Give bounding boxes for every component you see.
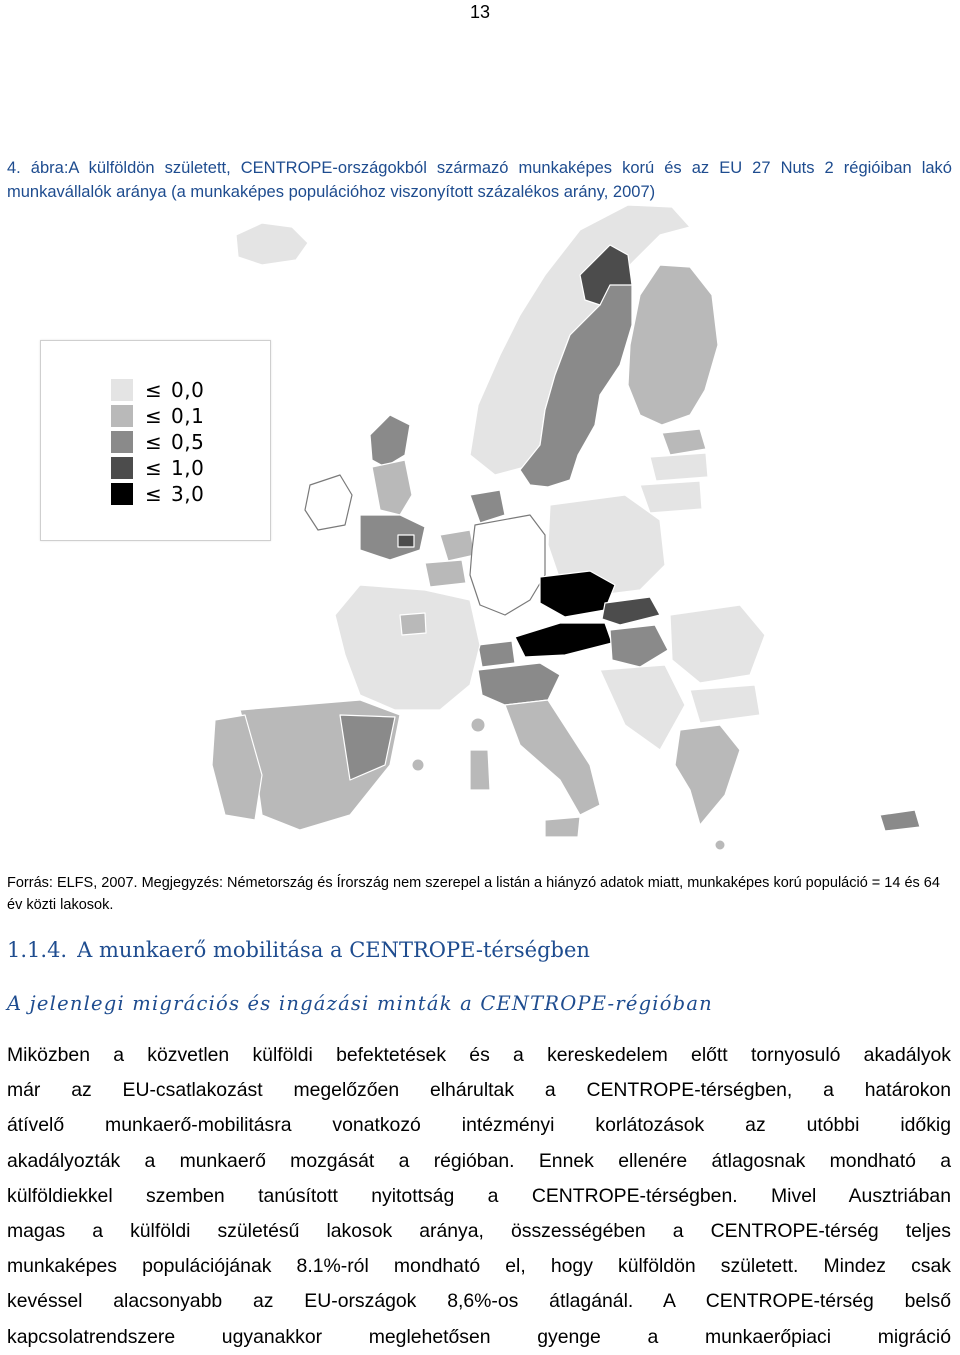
- legend-item: [111, 429, 204, 455]
- legend-value: 0,1: [171, 404, 205, 428]
- body-line: magas a külföldi születésű lakosok aránya, összességében a CENTROPE-térség teljes: [7, 1220, 951, 1243]
- region-balkans: [600, 665, 685, 750]
- region-spain-east: [340, 715, 395, 780]
- legend-symbol: ≤: [145, 482, 162, 506]
- region-scotland: [370, 415, 410, 467]
- region-italy-south: [505, 700, 600, 815]
- source-note: Forrás: ELFS, 2007. Megjegyzés: Németország és Írország nem szerepel a listán a hiányzó adatok miatt, munkaképes korú populáció = 14 és 64 év közti lakosok.: [7, 875, 940, 913]
- region-slovakia: [602, 597, 660, 625]
- legend-symbol: ≤: [145, 378, 162, 402]
- island-crete: [715, 840, 725, 850]
- body-line: kevéssel alacsonyabb az EU-országok 8,6%-os átlagánál. A CENTROPE-térség belső: [7, 1290, 951, 1313]
- region-romania: [670, 605, 765, 683]
- legend-swatch: [111, 431, 133, 453]
- region-italy-north: [478, 663, 560, 705]
- region-denmark: [470, 490, 505, 523]
- legend-item: [111, 403, 204, 429]
- section-heading: [7, 938, 590, 962]
- island-corsica: [471, 718, 485, 732]
- region-estonia: [662, 429, 706, 455]
- legend-symbol: ≤: [145, 404, 162, 428]
- legend-swatch: [111, 457, 133, 479]
- section-number: 1.1.4.: [7, 938, 68, 962]
- region-finland: [628, 265, 718, 425]
- region-cyprus: [880, 810, 920, 831]
- legend-swatch: [111, 483, 133, 505]
- body-line: Miközben a közvetlen külföldi befektetések és a kereskedelem előtt tornyosuló akadályok: [7, 1044, 951, 1066]
- page-number: 13: [469, 2, 491, 22]
- region-london: [398, 535, 414, 547]
- region-iceland: [236, 223, 308, 265]
- region-germany: [470, 515, 545, 615]
- legend-symbol: ≤: [145, 430, 162, 454]
- legend-swatch: [111, 379, 133, 401]
- body-line: átívelő munkaerő-mobilitásra vonatkozó intézményi korlátozások az utóbbi időkig: [7, 1114, 951, 1137]
- region-england-north: [372, 460, 412, 515]
- legend-value: 1,0: [171, 456, 205, 480]
- region-austria: [515, 623, 612, 657]
- body-line: munkaképes populációjának 8.1%-ról mondható el, hogy külföldön született. Mindez csak: [7, 1255, 951, 1278]
- region-france: [335, 585, 480, 710]
- island-balearic: [412, 759, 424, 771]
- body-line: kapcsolatrendszere ugyanakkor meglehetősen gyenge a munkaerőpiaci migráció: [7, 1325, 951, 1348]
- legend-value: 3,0: [171, 482, 205, 506]
- legend-symbol: ≤: [145, 456, 162, 480]
- region-bulgaria: [690, 685, 760, 723]
- region-england-south: [360, 515, 425, 560]
- region-hungary: [610, 625, 668, 667]
- map-legend: [40, 340, 271, 541]
- legend-item: [111, 377, 204, 403]
- region-belgium: [425, 560, 466, 587]
- legend-item: [111, 481, 204, 507]
- body-line: már az EU-csatlakozást megelőzően elhárultak a CENTROPE-térségben, a határokon: [7, 1079, 951, 1102]
- region-sardinia: [470, 750, 490, 790]
- subheading: A jelenlegi migrációs és ingázási minták a CENTROPE-régióban: [7, 992, 713, 1015]
- region-ile-de-france: [400, 613, 426, 635]
- region-greece: [675, 725, 740, 825]
- europe-nuts2-map: [0, 205, 960, 865]
- region-latvia: [650, 453, 708, 481]
- legend-value: 0,0: [171, 378, 205, 402]
- legend-swatch: [111, 405, 133, 427]
- figure-caption: 4. ábra:A külföldön született, CENTROPE-országokból származó munkaképes korú és az EU 27 Nuts 2 régióiban lakó munkavállalók aránya (a munkaképes populációhoz viszonyított százalékos arány, 2007): [7, 159, 952, 201]
- body-line: külföldiekkel szemben tanúsított nyitottság a CENTROPE-térségben. Mivel Ausztriában: [7, 1184, 951, 1207]
- region-lithuania: [640, 481, 702, 513]
- legend-item: [111, 455, 204, 481]
- region-ireland: [305, 475, 352, 530]
- region-sicily: [545, 817, 580, 837]
- body-paragraph: [7, 1038, 951, 1355]
- section-title: A munkaerő mobilitása a CENTROPE-térségben: [77, 938, 590, 962]
- legend-list: [111, 377, 204, 507]
- region-switzerland: [478, 641, 515, 667]
- body-line: akadályozták a munkaerő mozgását a régióban. Ennek ellenére átlagosnak mondható a: [7, 1149, 951, 1172]
- legend-value: 0,5: [171, 430, 205, 454]
- region-netherlands: [440, 530, 475, 561]
